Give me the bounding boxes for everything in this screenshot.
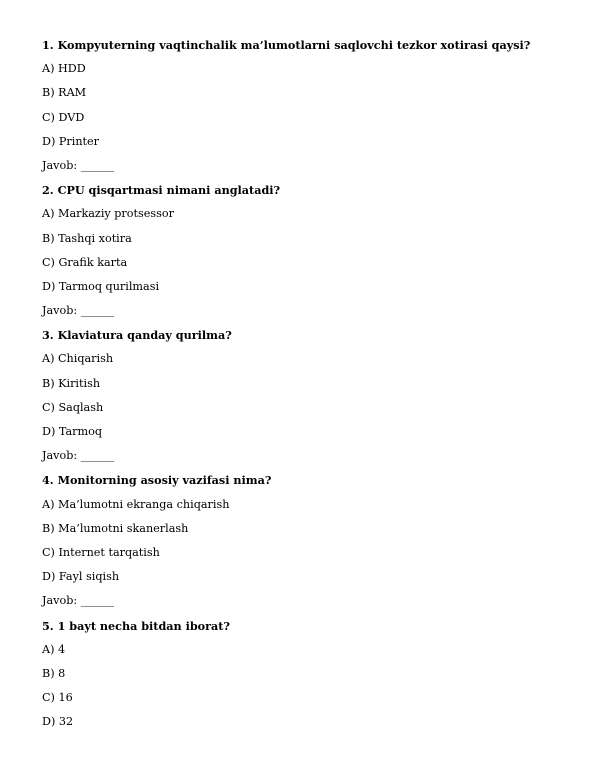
question-2-text: 2. CPU qisqartmasi nimani anglatadi? bbox=[42, 183, 281, 198]
question-2-option-b: B) Tashqi xotira bbox=[42, 231, 132, 245]
question-3-option-c: C) Saqlash bbox=[42, 400, 104, 414]
question-1-option-a: A) HDD bbox=[42, 62, 86, 76]
question-4-option-c: C) Internet tarqatish bbox=[42, 545, 160, 559]
question-2-option-c: C) Grafik karta bbox=[42, 255, 128, 269]
question-3-option-d: D) Tarmoq bbox=[42, 425, 103, 438]
question-2-answer: Javob: ______ bbox=[42, 304, 115, 318]
question-4-option-b: B) Ma’lumotni skanerlash bbox=[42, 521, 189, 535]
question-3-option-a: A) Chiqarish bbox=[42, 352, 114, 366]
question-5-text: 5. 1 bayt necha bitdan iborat? bbox=[42, 618, 230, 633]
question-2-option-d: D) Tarmoq qurilmasi bbox=[42, 279, 160, 293]
question-4-option-d: D) Fayl siqish bbox=[42, 570, 120, 584]
question-2-option-a: A) Markaziy protsessor bbox=[42, 207, 174, 221]
question-1-option-d: D) Printer bbox=[42, 134, 100, 148]
question-3-text: 3. Klaviatura qanday qurilma? bbox=[42, 328, 232, 343]
quiz-document bbox=[42, 38, 562, 739]
question-3-answer: Javob: ______ bbox=[42, 449, 115, 463]
question-5-option-b: B) 8 bbox=[42, 666, 66, 680]
question-5-option-c: C) 16 bbox=[42, 691, 73, 705]
question-1-option-c: C) DVD bbox=[42, 110, 85, 124]
question-3-option-b: B) Kiritish bbox=[42, 376, 101, 390]
question-1-answer: Javob: ______ bbox=[42, 158, 115, 172]
question-1-option-b: B) RAM bbox=[42, 86, 87, 100]
question-4-answer: Javob: ______ bbox=[42, 594, 115, 608]
question-4-text: 4. Monitorning asosiy vazifasi nima? bbox=[42, 473, 272, 488]
question-5-option-d: D) 32 bbox=[42, 715, 74, 729]
question-1-text: 1. Kompyuterning vaqtinchalik ma’lumotlarni saqlovchi tezkor xotirasi qaysi? bbox=[42, 38, 531, 52]
question-4-option-a: A) Ma’lumotni ekranga chiqarish bbox=[42, 497, 230, 511]
question-5-option-a: A) 4 bbox=[42, 642, 66, 656]
